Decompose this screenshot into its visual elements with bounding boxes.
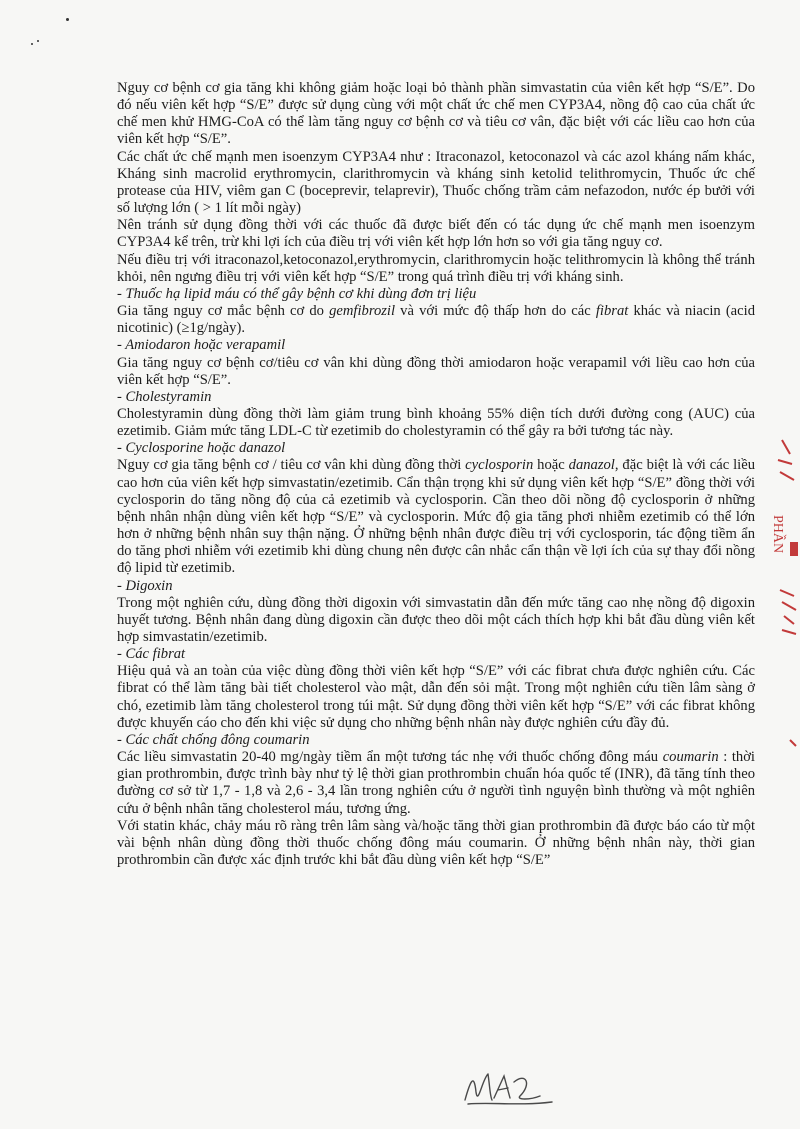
- text-run: - Amiodaron hoặc verapamil: [117, 337, 286, 354]
- document-body: [117, 80, 755, 869]
- scan-speck: [37, 40, 39, 42]
- paragraph: [117, 406, 755, 440]
- text-run: Nên tránh sử dụng đồng thời với các thuốc đã được biết đến có tác dụng ức chế mạnh men isoenzym CYP3A4 kể trên, trừ khi lợi ích của điều trị với viên kết hợp lớn hơn so với gia tăng nguy cơ.: [117, 217, 755, 251]
- paragraph: [117, 663, 755, 732]
- italic-term: cyclosporin: [465, 457, 534, 474]
- paragraph: [117, 457, 755, 577]
- paragraph: [117, 217, 755, 251]
- text-run: Hiệu quả và an toàn của việc dùng đồng thời viên kết hợp “S/E” với các fibrat chưa được nghiên cứu. Các fibrat có thể làm tăng bài tiết cholesterol vào mật, dẫn đến sỏi mật. Trong một nghiên cứu tiền lâm sàng ở chó, ezetimib làm tăng cholesterol trong túi mật. Sử dụng đồng thời viên kết hợp “S/E” với các fibrat không được khuyến cáo cho đến khi việc sử dụng cho những bệnh nhân này được nghiên cứu đầy đủ.: [117, 663, 755, 731]
- text-run: - Cholestyramin: [117, 388, 212, 405]
- text-run: khác và niacin (acid nicotinic) (≥1g/ngày).: [117, 303, 755, 337]
- paragraph: [117, 355, 755, 389]
- section-heading: [117, 732, 755, 749]
- section-heading: [117, 578, 755, 595]
- text-run: hoặc: [533, 457, 569, 474]
- scan-speck: [66, 18, 69, 21]
- section-heading: [117, 389, 755, 406]
- paragraph: [117, 252, 755, 286]
- text-run: Nếu điều trị với itraconazol,ketoconazol,erythromycin, clarithromycin hoặc telithromycin là không thể tránh khỏi, nên ngưng điều trị với viên kết hợp “S/E” trong quá trình điều trị với kháng sinh.: [117, 251, 755, 285]
- italic-term: gemfibrozil: [329, 303, 396, 320]
- text-run: Gia tăng nguy cơ bệnh cơ/tiêu cơ vân khi dùng đồng thời amiodaron hoặc verapamil với liều cao hơn của viên kết hợp “S/E”.: [117, 354, 755, 388]
- paragraph: [117, 749, 755, 818]
- section-heading: [117, 337, 755, 354]
- text-run: - Thuốc hạ lipid máu có thể gây bệnh cơ khi dùng đơn trị liệu: [117, 285, 477, 302]
- scan-speck: [31, 43, 33, 45]
- text-run: - Các chất chống đông coumarin: [117, 731, 310, 748]
- section-heading: [117, 646, 755, 663]
- text-run: - Các fibrat: [117, 646, 186, 663]
- text-run: Nguy cơ bệnh cơ gia tăng khi không giảm hoặc loại bỏ thành phần simvastatin của viên kết hợp “S/E”. Do đó nếu viên kết hợp “S/E” được sử dụng cùng với một chất ức chế men CYP3A4, nồng độ cao của chất ức chế men khử HMG-CoA có thể làm tăng nguy cơ bệnh cơ và tiêu cơ vân, đặc biệt với các liều cao hơn của viên kết hợp “S/E”.: [117, 80, 755, 148]
- text-run: Gia tăng nguy cơ mắc bệnh cơ do: [117, 303, 330, 320]
- section-heading: [117, 440, 755, 457]
- text-run: và với mức độ thấp hơn do các: [395, 303, 596, 320]
- text-run: Các liều simvastatin 20-40 mg/ngày tiềm ẩn một tương tác nhẹ với thuốc chống đông máu: [117, 749, 663, 766]
- paragraph: [117, 818, 755, 869]
- text-run: Trong một nghiên cứu, dùng đồng thời digoxin với simvastatin dẫn đến mức tăng cao nhẹ nồng độ digoxin huyết tương. Bệnh nhân đang dùng digoxin cần được theo dõi một cách thích hợp khi bắt đầu dùng viên kết hợp simvastatin/ezetimib.: [117, 594, 755, 645]
- paragraph: [117, 303, 755, 337]
- red-stamp-edge: [760, 420, 800, 760]
- text-run: : thời gian prothrombin, được trình bày như tỷ lệ thời gian prothrombin chuẩn hóa quốc tế (INR), đã tăng tính theo đường cơ sở từ 1,7 - 1,8 và 2,6 - 3,4 lần trong nghiên cứu ở người tình nguyện bình thường và một nghiên cứu ở bệnh nhân tăng cholesterol máu, tương ứng.: [117, 749, 755, 817]
- italic-term: coumarin: [662, 749, 719, 766]
- svg-text:PHẦN: PHẦN: [770, 515, 785, 554]
- text-run: - Cyclosporine hoặc danazol: [117, 440, 286, 457]
- text-run: Nguy cơ gia tăng bệnh cơ / tiêu cơ vân khi dùng đồng thời: [117, 457, 466, 474]
- text-run: Với statin khác, chảy máu rõ ràng trên lâm sàng và/hoặc tăng thời gian prothrombin đã được báo cáo từ một vài bệnh nhân dùng đồng thời thuốc chống đông máu coumarin. Ở những bệnh nhân này, thời gian prothrombin cần được xác định trước khi bắt đầu dùng viên kết hợp “S/E”: [117, 817, 755, 869]
- section-heading: [117, 286, 755, 303]
- paragraph: [117, 149, 755, 218]
- italic-term: danazol: [568, 457, 615, 474]
- paragraph: [117, 595, 755, 646]
- italic-term: fibrat: [595, 303, 629, 320]
- paragraph: [117, 80, 755, 149]
- text-run: Cholestyramin dùng đồng thời làm giảm trung bình khoảng 55% diện tích dưới đường cong (AUC) của ezetimib. Giảm mức tăng LDL-C từ ezetimib do cholestyramin có thể gây ra bởi tương tác này.: [117, 405, 755, 440]
- text-run: , đặc biệt là với các liều cao hơn của viên kết hợp simvastatin/ezetimib. Cẩn thận trọng khi sử dụng viên kết hợp “S/E” đồng thời với cyclosporin do tăng nồng độ của cả ezetimib và cyclosporin. Cần theo dõi nồng độ cyclosporin ở những bệnh nhân nhận dùng viên kết hợp “S/E” và cyclosporin. Mức độ gia tăng phơi nhiễm ezetimib có thể lớn hơn ở những bệnh nhân suy thận nặng. Ở những bệnh nhân được điều trị với cyclosporin, tác động tiềm ẩn do tăng phơi nhiễm với ezetimib khi dùng chung nên được cân nhắc cẩn thận về lợi ích của sự thay đổi nồng độ lipid từ ezetimib.: [117, 457, 755, 577]
- text-run: - Digoxin: [117, 577, 173, 594]
- text-run: Các chất ức chế mạnh men isoenzym CYP3A4 như : Itraconazol, ketoconazol và các azol kháng nấm khác, Kháng sinh macrolid erythromycin, clarithromycin và kháng sinh ketolid telithromycin, Thuốc ức chế protease của HIV, viêm gan C (boceprevir, telaprevir), Thuốc chống trầm cảm nefazodon, nước ép bưởi với số lượng lớn ( > 1 lít mỗi ngày): [117, 148, 755, 217]
- handwritten-signature: [460, 1062, 560, 1112]
